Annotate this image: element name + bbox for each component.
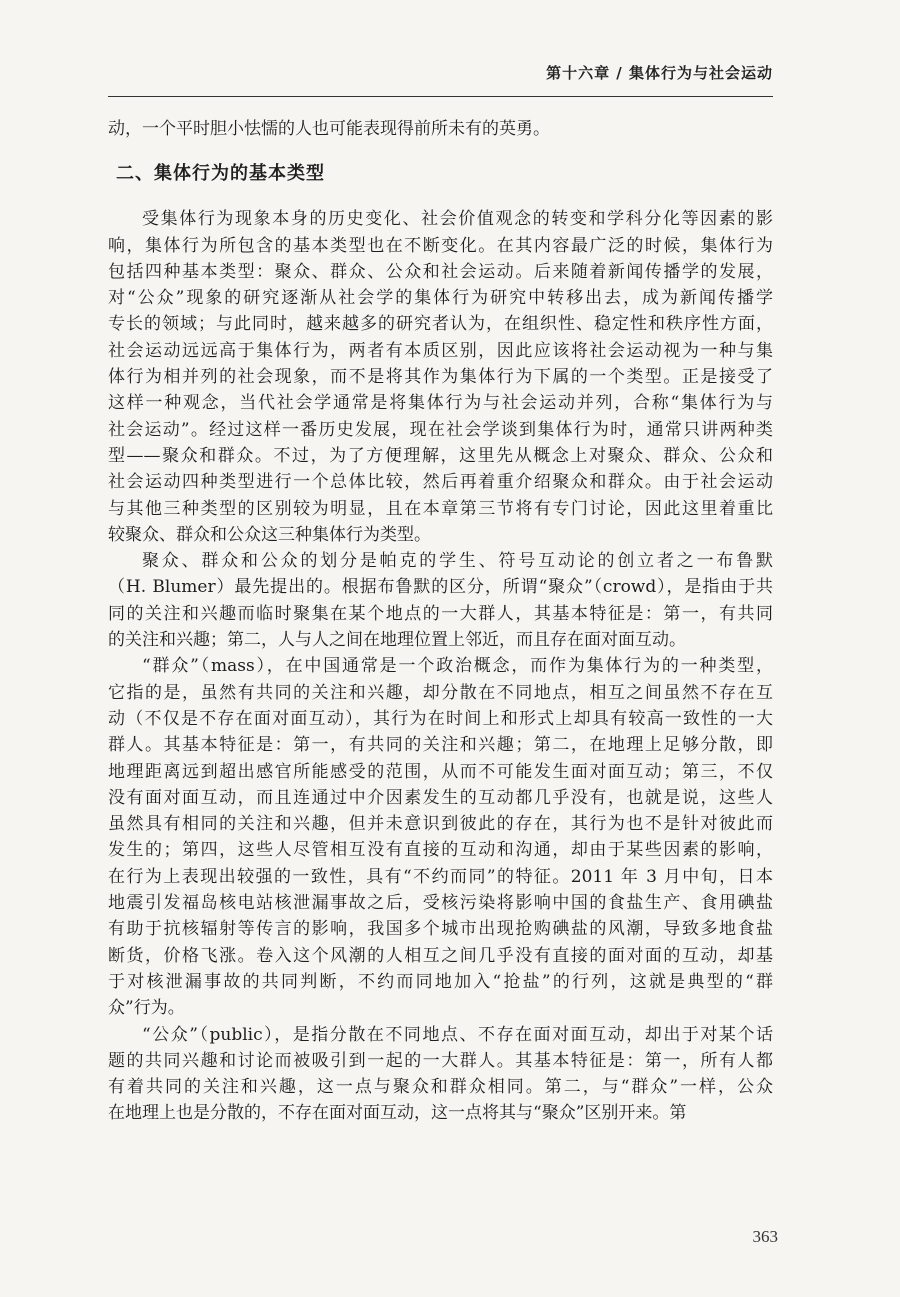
text-line: 在行为上表现出较强的一致性，具有“不约而同”的特征。2011 年 3 月中旬，日本: [108, 866, 773, 887]
text-line: 题的共同兴趣和讨论而被吸引到一起的一大群人。其基本特征是：第一，所有人都: [108, 1050, 773, 1071]
text-line: 地震引发福岛核电站核泄漏事故之后，受核污染将影响中国的食盐生产、食用碘盐: [108, 893, 773, 914]
text-line: “公众”（public），是指分散在不同地点、不存在面对面互动，却出于对某个话: [142, 1024, 773, 1045]
text-line: “群众”（mass），在中国通常是一个政治概念，而作为集体行为的一种类型，: [142, 656, 773, 677]
text-line: 的关注和兴趣；第二，人与人之间在地理位置上邻近，而且存在面对面互动。: [108, 630, 686, 651]
body-text: [108, 116, 773, 1127]
text-line: 这样一种观念，当代社会学通常是将集体行为与社会运动并列，合称“集体行为与: [108, 393, 773, 414]
text-line: 群人。其基本特征是：第一，有共同的关注和兴趣；第二，在地理上足够分散，即: [108, 735, 773, 756]
text-line: 包括四种基本类型：聚众、群众、公众和社会运动。后来随着新闻传播学的发展，: [108, 261, 773, 282]
paragraph: [108, 206, 773, 548]
section-heading: 二、集体行为的基本类型: [116, 163, 325, 185]
text-line: 受集体行为现象本身的历史变化、社会价值观念的转变和学科分化等因素的影: [142, 209, 773, 230]
text-line: 它指的是，虽然有共同的关注和兴趣，却分散在不同地点，相互之间虽然不存在互: [108, 682, 773, 703]
text-line: 型——聚众和群众。不过，为了方便理解，这里先从概念上对聚众、群众、公众和: [108, 445, 773, 466]
text-line: 众”行为。: [108, 998, 185, 1019]
opening-line: 动，一个平时胆小怯懦的人也可能表现得前所未有的英勇。: [108, 119, 550, 139]
text-line: 地理距离远到超出感官所能感受的范围，从而不可能发生面对面互动；第三，不仅: [108, 761, 773, 782]
text-line: 有助于抗核辐射等传言的影响，我国多个城市出现抢购碘盐的风潮，导致多地食盐: [108, 919, 773, 940]
text-line: 聚众、群众和公众的划分是帕克的学生、符号互动论的创立者之一布鲁默: [142, 551, 773, 572]
text-line: 同的关注和兴趣而临时聚集在某个地点的一大群人，其基本特征是：第一，有共同: [108, 603, 773, 624]
text-line: 没有面对面互动，而且连通过中介因素发生的互动都几乎没有，也就是说，这些人: [108, 787, 773, 808]
text-line: 社会运动四种类型进行一个总体比较，然后再着重介绍聚众和群众。由于社会运动: [108, 472, 773, 493]
text-line: 社会运动远远高于集体行为，两者有本质区别，因此应该将社会运动视为一种与集: [108, 340, 773, 361]
text-line: 有着共同的关注和兴趣，这一点与聚众和群众相同。第二，与“群众”一样，公众: [108, 1077, 773, 1098]
text-line: 社会运动”。经过这样一番历史发展，现在社会学谈到集体行为时，通常只讲两种类: [108, 419, 773, 440]
page-number: 363: [752, 1227, 778, 1246]
text-line: 体行为相并列的社会现象，而不是将其作为集体行为下属的一个类型。正是接受了: [108, 367, 773, 388]
text-line: 专长的领域；与此同时，越来越多的研究者认为，在组织性、稳定性和秩序性方面，: [108, 314, 773, 335]
paragraph: [108, 1022, 773, 1127]
text-line: 对“公众”现象的研究逐渐从社会学的集体行为研究中转移出去，成为新闻传播学: [108, 288, 773, 309]
header-rule: [108, 96, 773, 97]
text-line: 在地理上也是分散的，不存在面对面互动，这一点将其与“聚众”区别开来。第: [108, 1103, 687, 1124]
paragraph: [108, 548, 773, 653]
text-line: 发生的；第四，这些人尽管相互没有直接的互动和沟通，却由于某些因素的影响，: [108, 840, 773, 861]
text-line: 断货，价格飞涨。卷入这个风潮的人相互之间几乎没有直接的面对面的互动，却基: [108, 945, 773, 966]
running-head: 第十六章 / 集体行为与社会运动: [546, 64, 773, 82]
paragraphs: [108, 206, 773, 1126]
text-line: 与其他三种类型的区别较为明显，且在本章第三节将有专门讨论，因此这里着重比: [108, 498, 773, 519]
text-line: 较聚众、群众和公众这三种集体行为类型。: [108, 524, 431, 545]
text-line: 动（不仅是不存在面对面互动），其行为在时间上和形式上却具有较高一致性的一大: [108, 708, 773, 729]
text-line: 虽然具有相同的关注和兴趣，但并未意识到彼此的存在，其行为也不是针对彼此而: [108, 814, 773, 835]
text-line: 于对核泄漏事故的共同判断，不约而同地加入“抢盐”的行列，这就是典型的“群: [108, 971, 773, 992]
text-line: （H. Blumer）最先提出的。根据布鲁默的区分，所谓“聚众”（crowd），是指由于共: [108, 577, 773, 598]
paragraph: [108, 653, 773, 1021]
text-line: 响，集体行为所包含的基本类型也在不断变化。在其内容最广泛的时候，集体行为: [108, 235, 773, 256]
